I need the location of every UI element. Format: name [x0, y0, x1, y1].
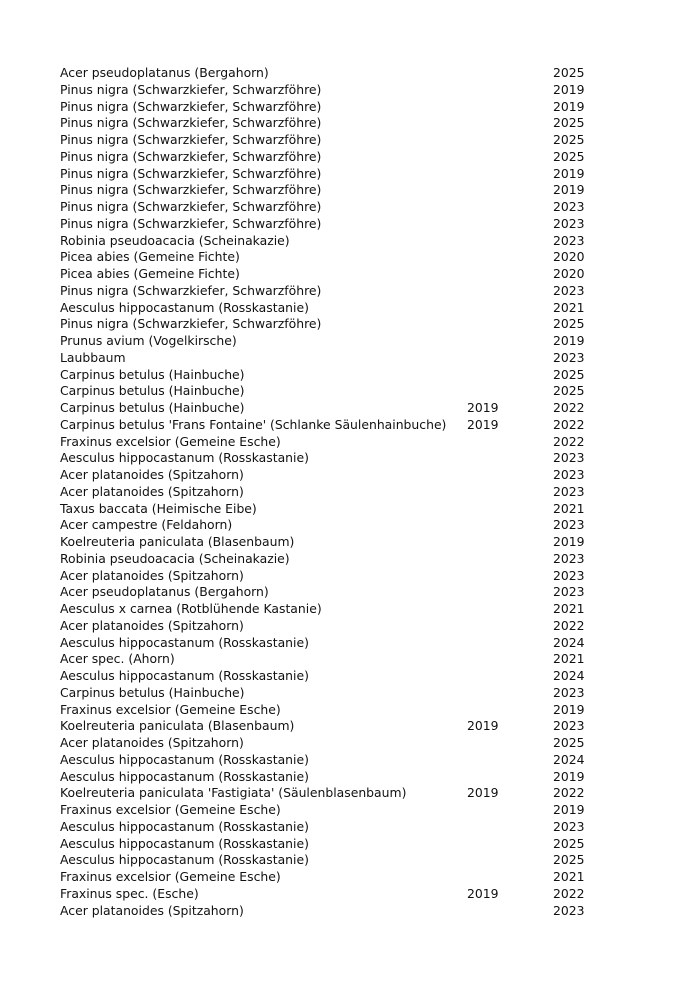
year-a: 2019 [467, 885, 499, 901]
year-b: 2020 [553, 249, 585, 265]
year-b: 2025 [553, 115, 585, 131]
species-name: Carpinus betulus (Hainbuche) [60, 366, 245, 382]
year-b: 2024 [553, 751, 585, 767]
table-row [60, 115, 620, 132]
table-row [60, 467, 620, 484]
table-row [60, 903, 620, 920]
species-name: Robinia pseudoacacia (Scheinakazie) [60, 232, 290, 248]
table-row [60, 149, 620, 166]
year-b: 2024 [553, 668, 585, 683]
species-name: Koelreuteria paniculata (Blasenbaum) [60, 718, 295, 734]
table-row [60, 718, 620, 735]
table-row [60, 785, 620, 802]
species-name: Pinus nigra (Schwarzkiefer, Schwarzföhre) [60, 132, 322, 147]
table-row [60, 350, 620, 367]
year-b: 2021 [553, 869, 585, 884]
year-b: 2023 [553, 483, 585, 499]
year-b: 2023 [553, 199, 585, 214]
species-name: Aesculus hippocastanum (Rosskastanie) [60, 668, 309, 683]
year-a: 2019 [467, 400, 499, 415]
table-row [60, 534, 620, 551]
species-name: Acer platanoides (Spitzahorn) [60, 567, 244, 583]
species-name: Pinus nigra (Schwarzkiefer, Schwarzföhre) [60, 115, 322, 131]
species-name: Picea abies (Gemeine Fichte) [60, 266, 240, 281]
year-b: 2023 [553, 467, 585, 482]
species-name: Fraxinus excelsior (Gemeine Esche) [60, 433, 281, 449]
year-b: 2022 [553, 617, 585, 633]
species-name: Aesculus hippocastanum (Rosskastanie) [60, 818, 309, 834]
year-b: 2019 [553, 701, 585, 717]
species-name: Carpinus betulus (Hainbuche) [60, 684, 245, 700]
table-row [60, 132, 620, 149]
year-b: 2023 [553, 567, 585, 583]
species-name: Koelreuteria paniculata 'Fastigiata' (Säulenblasenbaum) [60, 785, 407, 801]
species-name: Pinus nigra (Schwarzkiefer, Schwarzföhre) [60, 98, 322, 114]
year-b: 2019 [553, 81, 585, 97]
table-row [60, 568, 620, 585]
species-name: Pinus nigra (Schwarzkiefer, Schwarzföhre) [60, 165, 322, 181]
species-name: Aesculus hippocastanum (Rosskastanie) [60, 634, 309, 650]
species-name: Aesculus hippocastanum (Rosskastanie) [60, 768, 309, 784]
table-row [60, 819, 620, 836]
year-b: 2019 [553, 98, 585, 114]
species-name: Fraxinus spec. (Esche) [60, 885, 199, 901]
species-name: Acer platanoides (Spitzahorn) [60, 617, 244, 633]
year-a: 2019 [467, 718, 499, 734]
table-row [60, 735, 620, 752]
year-b: 2023 [553, 584, 585, 600]
table-row [60, 852, 620, 869]
species-name: Pinus nigra (Schwarzkiefer, Schwarzföhre) [60, 81, 322, 97]
table-row [60, 769, 620, 786]
year-b: 2023 [553, 684, 585, 700]
table-row [60, 517, 620, 534]
species-name: Pinus nigra (Schwarzkiefer, Schwarzföhre) [60, 199, 322, 214]
table-row [60, 383, 620, 400]
year-b: 2024 [553, 634, 585, 650]
year-b: 2025 [553, 366, 585, 382]
year-b: 2023 [553, 818, 585, 834]
year-b: 2021 [553, 299, 585, 315]
year-b: 2023 [553, 232, 585, 248]
year-b: 2025 [553, 148, 585, 164]
species-name: Acer campestre (Feldahorn) [60, 517, 233, 533]
species-name: Aesculus hippocastanum (Rosskastanie) [60, 751, 309, 767]
table-row [60, 216, 620, 233]
table-row [60, 283, 620, 300]
year-b: 2025 [553, 383, 585, 399]
table-row [60, 702, 620, 719]
year-b: 2025 [553, 316, 585, 332]
year-b: 2021 [553, 500, 585, 516]
table-row [60, 802, 620, 819]
year-b: 2025 [553, 835, 585, 851]
year-b: 2023 [553, 517, 585, 533]
year-b: 2023 [553, 215, 585, 231]
table-row [60, 601, 620, 618]
table-row [60, 685, 620, 702]
species-name: Acer platanoides (Spitzahorn) [60, 902, 244, 918]
table-row [60, 82, 620, 99]
species-name: Carpinus betulus (Hainbuche) [60, 383, 245, 399]
species-name: Carpinus betulus (Hainbuche) [60, 400, 245, 415]
table-row [60, 367, 620, 384]
species-name: Aesculus hippocastanum (Rosskastanie) [60, 852, 309, 868]
year-b: 2023 [553, 282, 585, 298]
species-name: Acer pseudoplatanus (Bergahorn) [60, 584, 269, 600]
table-row [60, 249, 620, 266]
species-name: Taxus baccata (Heimische Eibe) [60, 500, 257, 516]
table-row [60, 635, 620, 652]
year-b: 2023 [553, 902, 585, 918]
table-row [60, 651, 620, 668]
year-b: 2021 [553, 601, 585, 616]
species-name: Acer pseudoplatanus (Bergahorn) [60, 65, 269, 80]
table-row [60, 400, 620, 417]
year-b: 2022 [553, 885, 585, 901]
table-row [60, 434, 620, 451]
table-row [60, 316, 620, 333]
species-name: Pinus nigra (Schwarzkiefer, Schwarzföhre) [60, 282, 322, 298]
year-b: 2019 [553, 802, 585, 817]
table-row [60, 233, 620, 250]
table-row [60, 618, 620, 635]
species-name: Fraxinus excelsior (Gemeine Esche) [60, 869, 281, 884]
table-row [60, 99, 620, 116]
year-b: 2022 [553, 785, 585, 801]
year-b: 2020 [553, 266, 585, 281]
species-name: Fraxinus excelsior (Gemeine Esche) [60, 701, 281, 717]
table-row [60, 300, 620, 317]
year-b: 2023 [553, 450, 585, 466]
table-row [60, 501, 620, 518]
table-row [60, 417, 620, 434]
year-b: 2023 [553, 550, 585, 566]
table-row [60, 266, 620, 283]
table-row [60, 886, 620, 903]
year-b: 2019 [553, 534, 585, 549]
year-b: 2021 [553, 651, 585, 667]
table-row [60, 182, 620, 199]
table-row [60, 450, 620, 467]
year-b: 2023 [553, 349, 585, 365]
table-row [60, 584, 620, 601]
tree-list [60, 65, 620, 919]
species-name: Aesculus hippocastanum (Rosskastanie) [60, 450, 309, 466]
table-row [60, 752, 620, 769]
table-row [60, 166, 620, 183]
table-row [60, 836, 620, 853]
species-name: Acer platanoides (Spitzahorn) [60, 483, 244, 499]
species-name: Picea abies (Gemeine Fichte) [60, 249, 240, 265]
table-row [60, 869, 620, 886]
year-b: 2022 [553, 416, 585, 432]
year-b: 2022 [553, 400, 585, 415]
species-name: Koelreuteria paniculata (Blasenbaum) [60, 534, 295, 549]
year-b: 2019 [553, 768, 585, 784]
species-name: Pinus nigra (Schwarzkiefer, Schwarzföhre) [60, 316, 322, 332]
species-name: Acer platanoides (Spitzahorn) [60, 735, 244, 750]
table-row [60, 65, 620, 82]
species-name: Laubbaum [60, 349, 126, 365]
year-b: 2025 [553, 65, 585, 80]
table-row [60, 484, 620, 501]
species-name: Pinus nigra (Schwarzkiefer, Schwarzföhre) [60, 148, 322, 164]
year-b: 2019 [553, 182, 585, 198]
table-row [60, 199, 620, 216]
year-b: 2023 [553, 718, 585, 734]
species-name: Robinia pseudoacacia (Scheinakazie) [60, 550, 290, 566]
year-b: 2022 [553, 433, 585, 449]
year-a: 2019 [467, 785, 499, 801]
species-name: Fraxinus excelsior (Gemeine Esche) [60, 802, 281, 817]
table-row [60, 333, 620, 350]
species-name: Aesculus hippocastanum (Rosskastanie) [60, 835, 309, 851]
species-name: Acer spec. (Ahorn) [60, 651, 175, 667]
year-b: 2019 [553, 333, 585, 348]
table-row [60, 668, 620, 685]
species-name: Pinus nigra (Schwarzkiefer, Schwarzföhre) [60, 182, 322, 198]
year-b: 2025 [553, 132, 585, 147]
species-name: Aesculus x carnea (Rotblühende Kastanie) [60, 601, 322, 616]
species-name: Aesculus hippocastanum (Rosskastanie) [60, 299, 309, 315]
table-row [60, 551, 620, 568]
species-name: Prunus avium (Vogelkirsche) [60, 333, 237, 348]
year-b: 2025 [553, 852, 585, 868]
species-name: Acer platanoides (Spitzahorn) [60, 467, 244, 482]
year-b: 2025 [553, 735, 585, 750]
year-a: 2019 [467, 416, 499, 432]
year-b: 2019 [553, 165, 585, 181]
species-name: Carpinus betulus 'Frans Fontaine' (Schlanke Säulenhainbuche) [60, 416, 447, 432]
species-name: Pinus nigra (Schwarzkiefer, Schwarzföhre) [60, 215, 322, 231]
